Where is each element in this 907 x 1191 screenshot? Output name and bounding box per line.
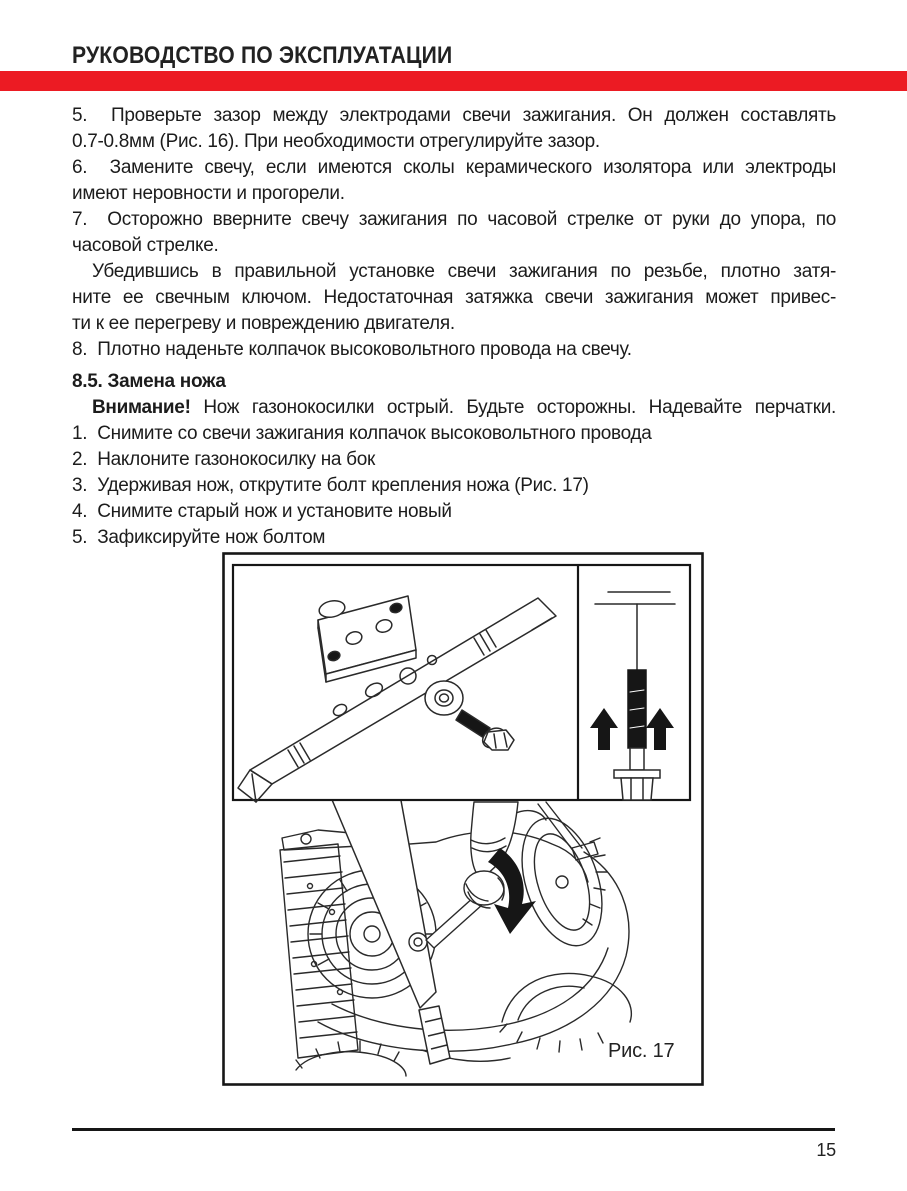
- blade-step: 4. Снимите старый нож и установите новый: [72, 501, 452, 522]
- body-line: Убедившись в правильной установке свечи зажигания по резьбе, плотно затя-: [92, 261, 836, 282]
- blade-replacement-section: [72, 369, 836, 551]
- body-line: 7. Осторожно вверните свечу зажигания по часовой стрелке от руки до упора, по: [72, 209, 836, 230]
- body-line: 0.7-0.8мм (Рис. 16). При необходимости отрегулируйте зазор.: [72, 131, 600, 152]
- warning-text: Нож газонокосилки острый. Будьте осторожны. Надевайте перчатки.: [190, 397, 836, 418]
- body-line: часовой стрелке.: [72, 235, 219, 256]
- body-line: 6. Замените свечу, если имеются сколы керамического изолятора или электроды: [72, 157, 836, 178]
- warning-label: Внимание!: [92, 397, 191, 418]
- figure-caption: Рис. 17: [608, 1040, 675, 1062]
- body-line: 8. Плотно наденьте колпачок высоковольтного провода на свечу.: [72, 339, 632, 360]
- footer-rule: [72, 1128, 835, 1131]
- blade-step: 5. Зафиксируйте нож болтом: [72, 527, 326, 548]
- page-title: РУКОВОДСТВО ПО ЭКСПЛУАТАЦИИ: [72, 42, 453, 69]
- figure-17: [222, 552, 704, 1087]
- warning-line: [72, 395, 836, 421]
- figure-17-illustration: [222, 552, 704, 1087]
- blade-step: 3. Удерживая нож, открутите болт крепления ножа (Рис. 17): [72, 475, 589, 496]
- blade-step: 1. Снимите со свечи зажигания колпачок высоковольтного провода: [72, 423, 652, 444]
- blade-step: 2. Наклоните газонокосилку на бок: [72, 449, 376, 470]
- parts-panel-frame: [233, 565, 690, 800]
- body-line: ните ее свечным ключом. Недостаточная затяжка свечи зажигания может привес-: [72, 287, 836, 308]
- header-accent-bar: [0, 71, 907, 91]
- body-line: имеют неровности и прогорели.: [72, 183, 345, 204]
- maintenance-steps-text: [72, 103, 836, 363]
- section-heading: 8.5. Замена ножа: [72, 371, 226, 392]
- body-line: ти к ее перегреву и повреждению двигателя.: [72, 313, 455, 334]
- page-number: 15: [816, 1140, 836, 1160]
- body-line: 5. Проверьте зазор между электродами свечи зажигания. Он должен составлять: [72, 105, 836, 126]
